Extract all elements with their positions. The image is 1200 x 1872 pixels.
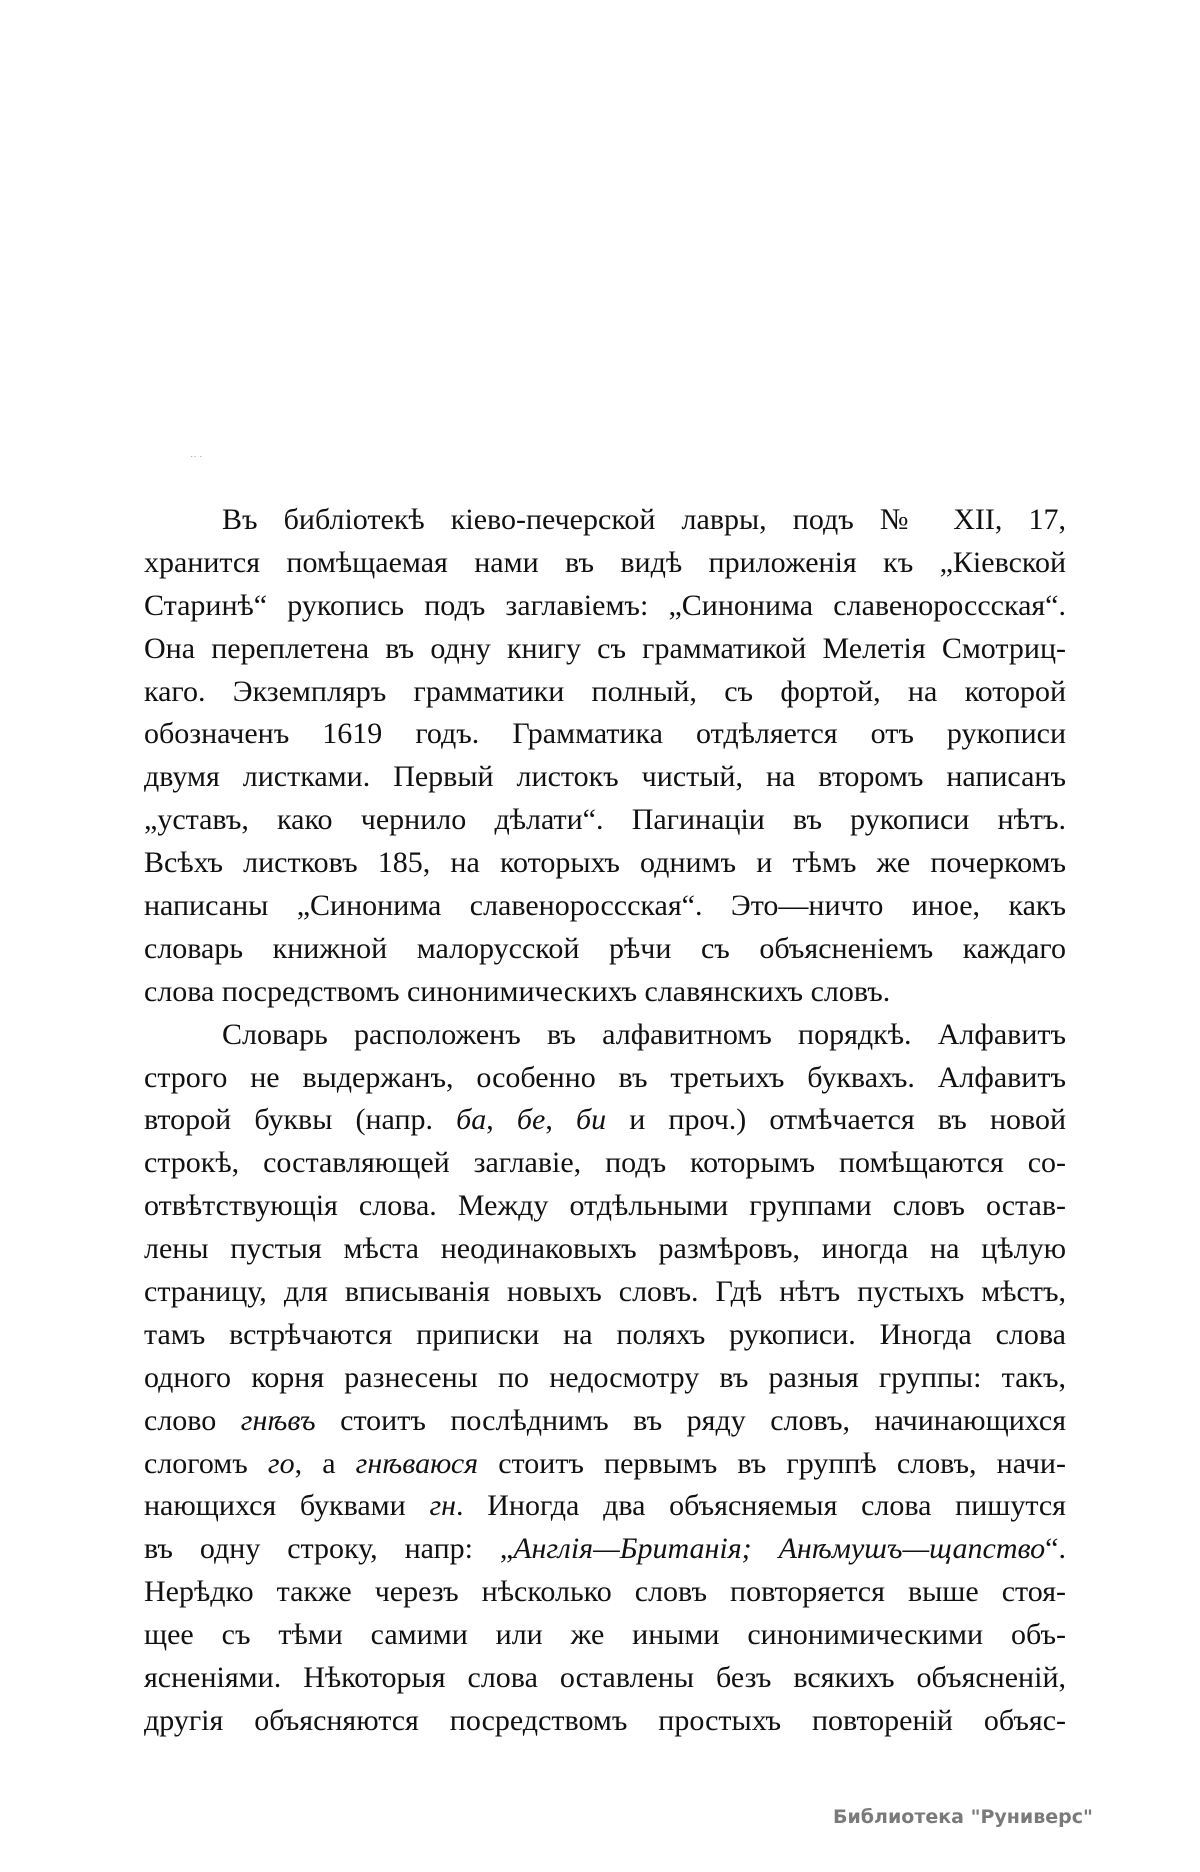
text-segment: и проч.) отмѣчается въ новой	[606, 1103, 1067, 1137]
italic-word: гн	[429, 1489, 457, 1523]
text-segment: обозначенъ 1619 годъ. Грамматика отдѣляется отъ рукописи	[144, 717, 1066, 751]
text-line	[144, 1271, 1066, 1314]
italic-word: бе	[516, 1103, 546, 1137]
library-watermark: Библиотека "Руниверс"	[833, 1806, 1093, 1828]
text-line	[144, 1057, 1066, 1100]
text-line	[144, 1142, 1066, 1185]
text-segment: ,	[545, 1103, 576, 1137]
italic-word: гнѣвъ	[240, 1403, 316, 1437]
text-segment: строкѣ, составляющей заглавіе, подъ которымъ помѣщаются со-	[144, 1146, 1066, 1180]
text-segment: страницу, для вписыванія новыхъ словъ. Гдѣ нѣтъ пустыхъ мѣстъ,	[144, 1275, 1066, 1309]
text-line	[144, 1571, 1066, 1614]
text-segment: тамъ встрѣчаются приписки на поляхъ рукописи. Иногда слова	[144, 1317, 1066, 1351]
stray-mark: ˙˙ ˙	[190, 455, 203, 466]
text-segment: Нерѣдко также черезъ нѣсколько словъ повторяется выше стоя-	[144, 1575, 1066, 1609]
text-line	[144, 1099, 1066, 1142]
body-text	[144, 499, 1066, 1743]
text-segment: . Иногда два объясняемыя слова пишутся	[456, 1489, 1066, 1523]
text-line	[144, 1485, 1066, 1528]
text-segment: слогомъ	[144, 1446, 268, 1480]
text-line	[144, 1528, 1066, 1571]
italic-word: би	[575, 1103, 607, 1137]
text-segment: написаны „Синонима славенороссская“. Это—ничто иное, какъ	[144, 889, 1066, 923]
text-segment: слова посредствомъ синонимическихъ славянскихъ словъ.	[144, 974, 891, 1008]
text-segment: хранится помѣщаемая нами въ видѣ приложенія къ „Кіевской	[144, 545, 1066, 579]
text-segment: нающихся буквами	[144, 1489, 430, 1523]
text-line	[144, 1014, 1066, 1057]
text-line	[144, 1357, 1066, 1400]
text-line	[144, 971, 1066, 1014]
text-segment: двумя листками. Первый листокъ чистый, на второмъ написанъ	[144, 760, 1066, 794]
text-segment: слово	[144, 1403, 241, 1437]
text-line	[144, 671, 1066, 714]
text-line	[144, 628, 1066, 671]
text-segment: „уставъ, како чернило дѣлати“. Пагинаціи въ рукописи нѣтъ.	[144, 803, 1066, 837]
text-segment: Всѣхъ листковъ 185, на которыхъ однимъ и тѣмъ же почеркомъ	[144, 846, 1066, 880]
text-segment: каго. Экземпляръ грамматики полный, съ фортой, на которой	[144, 674, 1066, 708]
text-line	[144, 756, 1066, 799]
text-line	[144, 499, 1066, 542]
text-segment: щее съ тѣми самими или же иными синонимическими объ-	[144, 1618, 1066, 1652]
text-segment: лены пустыя мѣста неодинаковыхъ размѣровъ, иногда на цѣлую	[144, 1232, 1066, 1266]
text-segment: отвѣтствующія слова. Между отдѣльными группами словъ остав-	[144, 1189, 1066, 1223]
text-line	[144, 1228, 1066, 1271]
text-segment: стоитъ первымъ въ группѣ словъ, начи-	[478, 1446, 1066, 1480]
text-segment: стоитъ послѣднимъ въ ряду словъ, начинающихся	[315, 1403, 1066, 1437]
text-segment: второй буквы (напр.	[144, 1103, 457, 1137]
text-segment: , а	[294, 1446, 356, 1480]
text-segment: одного корня разнесены по недосмотру въ разныя группы: такъ,	[144, 1360, 1066, 1394]
text-segment: Словарь расположенъ въ алфавитномъ порядкѣ. Алфавитъ	[222, 1017, 1066, 1051]
text-line	[144, 1443, 1066, 1486]
italic-word: ба	[456, 1103, 487, 1137]
text-segment: строго не выдержанъ, особенно въ третьихъ буквахъ. Алфавитъ	[144, 1060, 1066, 1094]
text-line	[144, 1614, 1066, 1657]
text-line	[144, 799, 1066, 842]
text-line	[144, 1400, 1066, 1443]
italic-word: Англія—Британія; Анѣмушъ—щапство	[513, 1532, 1046, 1566]
text-line	[144, 1314, 1066, 1357]
text-line	[144, 1657, 1066, 1700]
text-segment: другія объясняются посредствомъ простыхъ повтореній объяс-	[144, 1703, 1066, 1737]
text-line	[144, 1185, 1066, 1228]
text-segment: словарь книжной малорусской рѣчи съ объясненіемъ каждаго	[144, 931, 1066, 965]
text-segment: въ одну строку, напр: „	[144, 1532, 514, 1566]
text-segment: Въ библіотекѣ кіево-печерской лавры, подъ № XII, 17,	[222, 503, 1066, 536]
text-line	[144, 928, 1066, 971]
text-segment: Старинѣ“ рукопись подъ заглавіемъ: „Синонима славенороссская“.	[144, 588, 1066, 622]
text-line	[144, 713, 1066, 756]
text-segment: “.	[1045, 1532, 1066, 1566]
text-line	[144, 1700, 1066, 1743]
text-line	[144, 842, 1066, 885]
italic-word: го	[267, 1446, 295, 1480]
text-segment: ,	[486, 1103, 517, 1137]
text-line	[144, 585, 1066, 628]
text-line	[144, 885, 1066, 928]
text-segment: Она переплетена въ одну книгу съ грамматикой Мелетія Смотриц-	[144, 631, 1066, 665]
text-line	[144, 542, 1066, 585]
text-segment: ясненіями. Нѣкоторыя слова оставлены безъ всякихъ объясненій,	[144, 1661, 1066, 1695]
italic-word: гнѣваюся	[355, 1446, 479, 1480]
